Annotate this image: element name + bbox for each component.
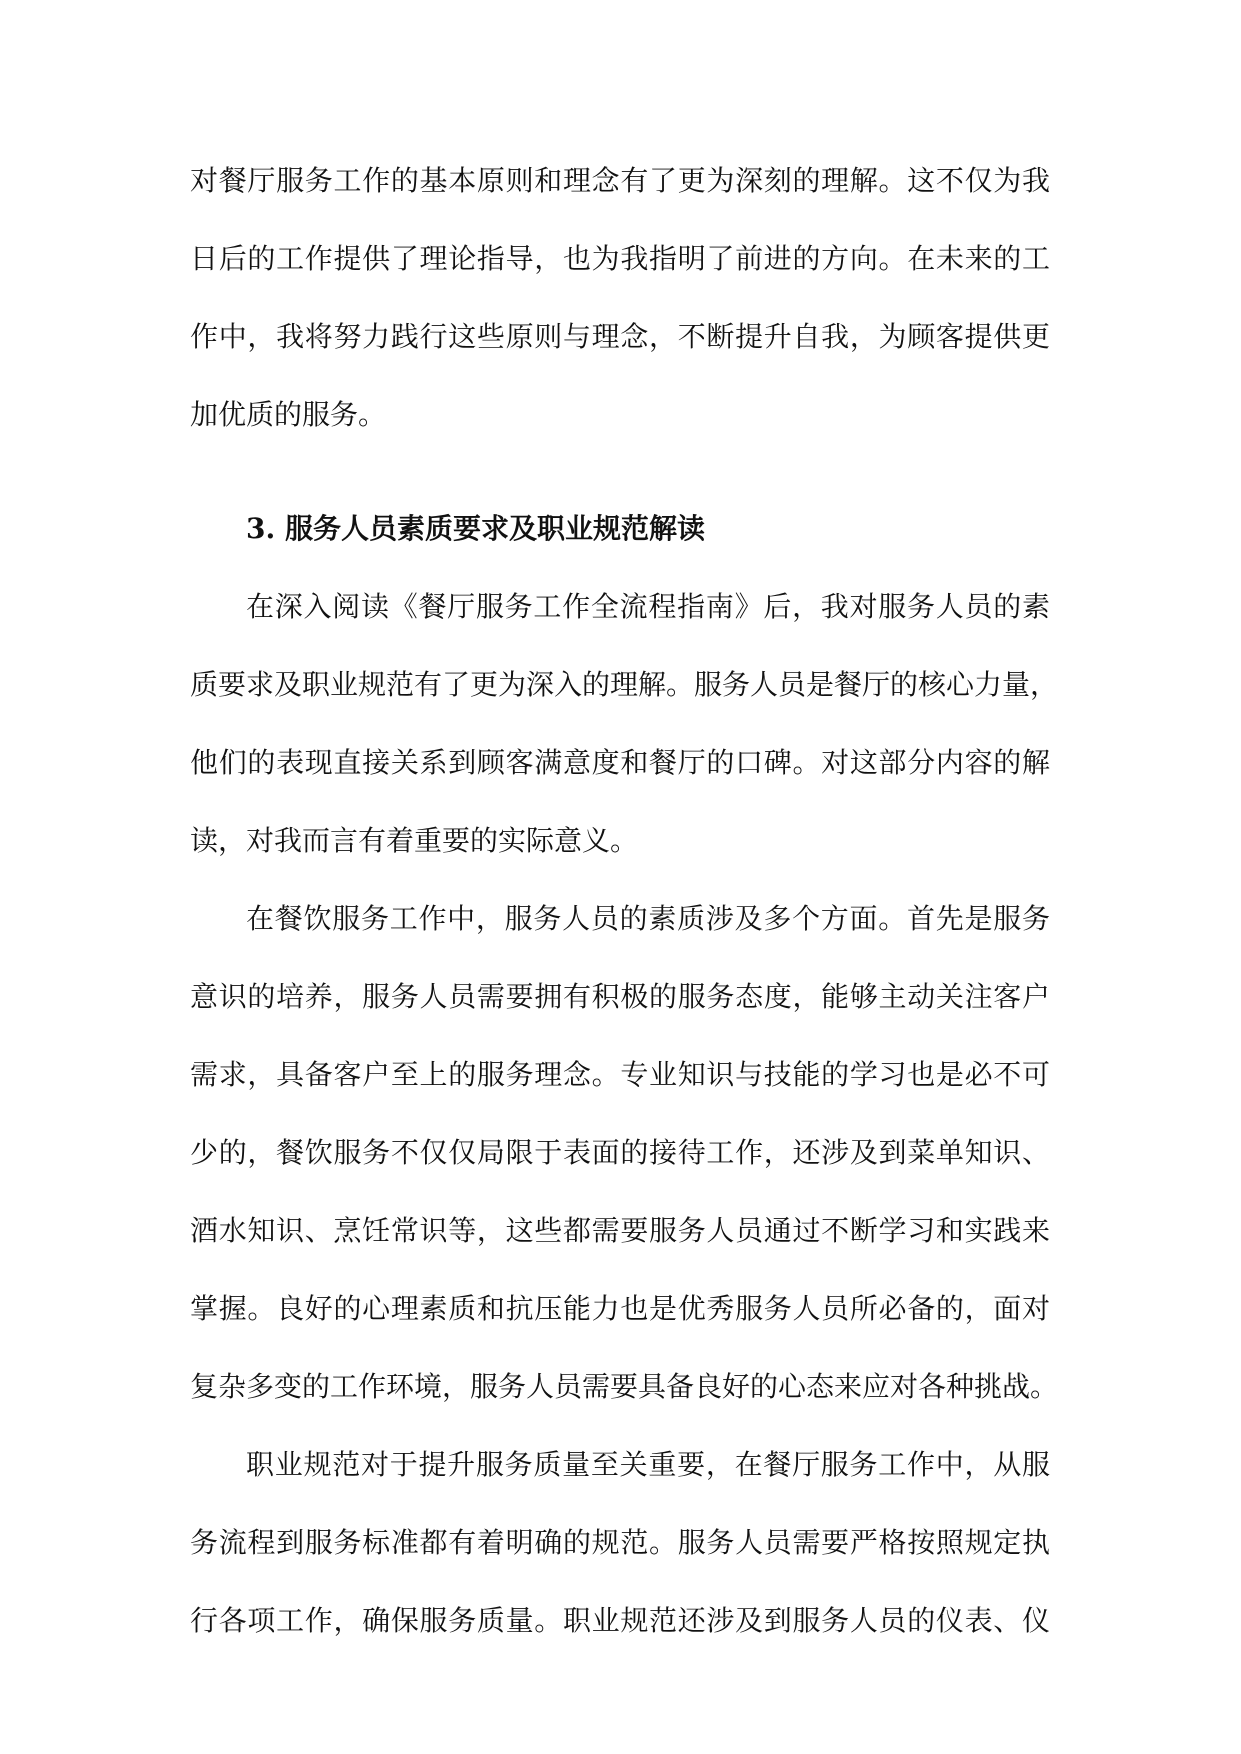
text-line: 职业规范对于提升服务质量至关重要，在餐厅服务工作中，从服 — [246, 1448, 1050, 1481]
text-line: 日后的工作提供了理论指导，也为我指明了前进的方向。在未来的工 — [190, 242, 1050, 275]
paragraph-1 — [190, 568, 1059, 880]
paragraph-3 — [190, 1426, 1050, 1660]
text-line: 他们的表现直接关系到顾客满意度和餐厅的口碑。对这部分内容的解 — [190, 746, 1050, 779]
text-line: 酒水知识、烹饪常识等，这些都需要服务人员通过不断学习和实践来 — [190, 1214, 1050, 1247]
text-line: 少的，餐饮服务不仅仅局限于表面的接待工作，还涉及到菜单知识、 — [190, 1136, 1050, 1169]
text-line: 复杂多变的工作环境，服务人员需要具备良好的心态来应对各种挑战。 — [190, 1370, 1059, 1403]
text-line: 质要求及职业规范有了更为深入的理解。服务人员是餐厅的核心力量， — [190, 668, 1059, 701]
text-line: 读，对我而言有着重要的实际意义。 — [190, 824, 639, 857]
text-line: 在深入阅读《餐厅服务工作全流程指南》后，我对服务人员的素 — [246, 590, 1050, 623]
paragraph-intro — [190, 142, 1050, 454]
text-line: 作中，我将努力践行这些原则与理念，不断提升自我，为顾客提供更 — [190, 320, 1050, 353]
text-line: 需求，具备客户至上的服务理念。专业知识与技能的学习也是必不可 — [190, 1058, 1050, 1091]
paragraph-2 — [190, 880, 1059, 1426]
text-line: 务流程到服务标准都有着明确的规范。服务人员需要严格按照规定执 — [190, 1526, 1050, 1559]
text-line: 加优质的服务。 — [190, 398, 387, 431]
text-line: 掌握。良好的心理素质和抗压能力也是优秀服务人员所必备的，面对 — [190, 1292, 1050, 1325]
section-heading: 3. 服务人员素质要求及职业规范解读 — [246, 512, 705, 545]
text-line: 在餐饮服务工作中，服务人员的素质涉及多个方面。首先是服务 — [246, 902, 1050, 935]
text-line: 行各项工作，确保服务质量。职业规范还涉及到服务人员的仪表、仪 — [190, 1604, 1050, 1637]
text-line: 对餐厅服务工作的基本原则和理念有了更为深刻的理解。这不仅为我 — [190, 164, 1050, 197]
text-line: 意识的培养，服务人员需要拥有积极的服务态度，能够主动关注客户 — [190, 980, 1050, 1013]
document-body — [190, 142, 1059, 1660]
